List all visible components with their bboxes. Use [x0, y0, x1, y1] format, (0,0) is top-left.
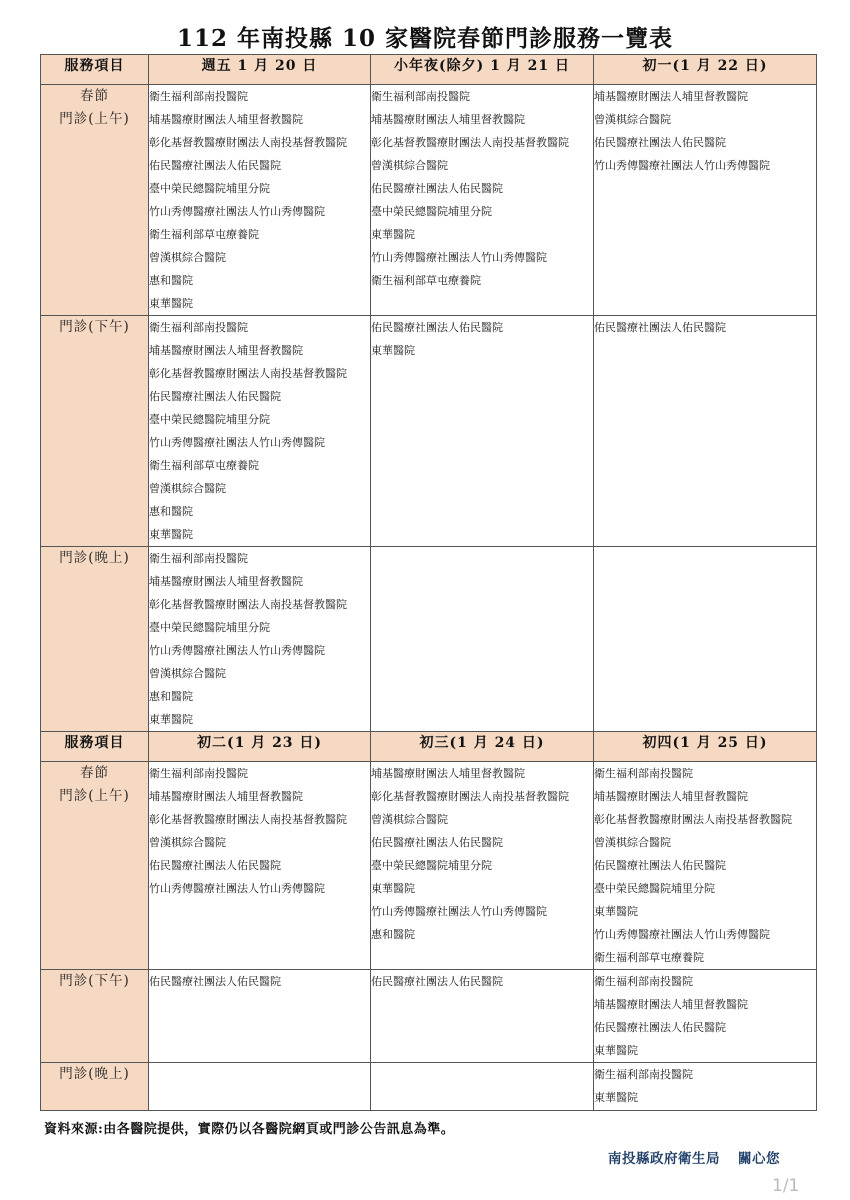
session-row — [41, 1063, 817, 1111]
header-service-label: 服務項目 — [41, 732, 149, 762]
hospital-list-cell — [371, 762, 594, 970]
hospital-item: 竹山秀傳醫療社團法人竹山秀傳醫院 — [149, 205, 325, 218]
hospital-item: 彰化基督教醫療財團法人南投基督教醫院 — [371, 136, 569, 149]
hospital-item: 曾漢棋綜合醫院 — [149, 251, 226, 264]
hospital-list-cell — [594, 1063, 817, 1111]
hospital-item: 臺中榮民總醫院埔里分院 — [371, 205, 492, 218]
hospital-list-cell — [149, 316, 371, 547]
hospital-item: 彰化基督教醫療財團法人南投基督教醫院 — [149, 813, 347, 826]
hospital-item: 曾漢棋綜合醫院 — [149, 482, 226, 495]
session-label — [41, 85, 149, 316]
hospital-item: 佑民醫療社團法人佑民醫院 — [149, 159, 281, 172]
hospital-list — [371, 970, 593, 993]
hospital-item: 衛生福利部草屯療養院 — [149, 459, 259, 472]
session-label — [41, 316, 149, 547]
session-label — [41, 547, 149, 732]
hospital-item: 佑民醫療社團法人佑民醫院 — [371, 836, 503, 849]
hospital-item: 衛生福利部南投醫院 — [149, 90, 248, 103]
hospital-list — [371, 316, 593, 362]
header-service-label: 服務項目 — [41, 55, 149, 85]
hospital-item: 埔基醫療財團法人埔里督教醫院 — [149, 575, 303, 588]
day-header: 初一(1 月 22 日) — [594, 55, 817, 85]
hospital-item: 惠和醫院 — [149, 274, 193, 287]
hospital-item: 東華醫院 — [371, 882, 415, 895]
session-row — [41, 762, 817, 970]
hospital-list-cell — [371, 316, 594, 547]
hospital-item: 衛生福利部南投醫院 — [149, 552, 248, 565]
hospital-list-cell — [594, 762, 817, 970]
hospital-item: 埔基醫療財團法人埔里督教醫院 — [149, 790, 303, 803]
day-header: 小年夜(除夕) 1 月 21 日 — [371, 55, 594, 85]
hospital-item: 衛生福利部南投醫院 — [149, 321, 248, 334]
hospital-item: 埔基醫療財團法人埔里督教醫院 — [594, 90, 748, 103]
issuer-name: 南投縣政府衛生局 — [608, 1151, 720, 1167]
hospital-item: 佑民醫療社團法人佑民醫院 — [371, 321, 503, 334]
hospital-list — [594, 85, 816, 177]
hospital-list-cell — [594, 316, 817, 547]
hospital-item: 臺中榮民總醫院埔里分院 — [149, 621, 270, 634]
clinic-schedule-table — [40, 54, 817, 1111]
session-label-line: 門診(晚上) — [59, 1066, 130, 1082]
hospital-item: 佑民醫療社團法人佑民醫院 — [149, 975, 281, 988]
hospital-list-cell — [149, 762, 371, 970]
hospital-item: 彰化基督教醫療財團法人南投基督教醫院 — [149, 598, 347, 611]
hospital-list — [149, 85, 370, 315]
hospital-item: 東華醫院 — [371, 344, 415, 357]
hospital-item: 竹山秀傳醫療社團法人竹山秀傳醫院 — [149, 436, 325, 449]
day-header: 初二(1 月 23 日) — [149, 732, 371, 762]
hospital-list-cell — [149, 547, 371, 732]
hospital-list-cell — [594, 970, 817, 1063]
hospital-item: 衛生福利部南投醫院 — [594, 767, 693, 780]
issuer-signature — [608, 1147, 780, 1167]
hospital-item: 惠和醫院 — [371, 928, 415, 941]
hospital-list — [371, 85, 593, 292]
hospital-item: 衛生福利部南投醫院 — [371, 90, 470, 103]
header-row — [41, 732, 817, 762]
hospital-list-cell — [371, 970, 594, 1063]
hospital-item: 東華醫院 — [371, 228, 415, 241]
hospital-item: 東華醫院 — [594, 1044, 638, 1057]
hospital-list — [149, 316, 370, 546]
hospital-item: 惠和醫院 — [149, 505, 193, 518]
hospital-item: 佑民醫療社團法人佑民醫院 — [149, 390, 281, 403]
hospital-item: 埔基醫療財團法人埔里督教醫院 — [594, 790, 748, 803]
hospital-item: 曾漢棋綜合醫院 — [594, 113, 671, 126]
hospital-item: 臺中榮民總醫院埔里分院 — [594, 882, 715, 895]
issuer-tagline: 關心您 — [738, 1151, 780, 1167]
hospital-item: 衛生福利部南投醫院 — [594, 1068, 693, 1081]
day-header: 初四(1 月 25 日) — [594, 732, 817, 762]
hospital-list-cell — [149, 85, 371, 316]
day-header: 初三(1 月 24 日) — [371, 732, 594, 762]
hospital-list — [149, 762, 370, 900]
hospital-item: 臺中榮民總醫院埔里分院 — [149, 182, 270, 195]
hospital-list-cell — [149, 1063, 371, 1111]
hospital-list-cell — [149, 970, 371, 1063]
session-row — [41, 547, 817, 732]
hospital-item: 竹山秀傳醫療社團法人竹山秀傳醫院 — [149, 644, 325, 657]
session-label-line: 春節 — [80, 765, 109, 781]
session-row — [41, 970, 817, 1063]
session-label-line: 門診(下午) — [59, 319, 130, 335]
hospital-item: 彰化基督教醫療財團法人南投基督教醫院 — [149, 367, 347, 380]
document-title: 112 年南投縣 10 家醫院春節門診服務一覽表 — [176, 25, 674, 52]
hospital-item: 彰化基督教醫療財團法人南投基督教醫院 — [371, 790, 569, 803]
session-label-line: 門診(上午) — [59, 111, 130, 127]
hospital-list — [594, 970, 816, 1062]
hospital-list — [149, 547, 370, 731]
hospital-item: 佑民醫療社團法人佑民醫院 — [594, 321, 726, 334]
hospital-item: 佑民醫療社團法人佑民醫院 — [371, 975, 503, 988]
hospital-item: 彰化基督教醫療財團法人南投基督教醫院 — [149, 136, 347, 149]
hospital-list-cell — [371, 85, 594, 316]
session-label-line: 春節 — [80, 88, 109, 104]
hospital-item: 竹山秀傳醫療社團法人竹山秀傳醫院 — [594, 159, 770, 172]
hospital-item: 彰化基督教醫療財團法人南投基督教醫院 — [594, 813, 792, 826]
session-label-line: 門診(晚上) — [59, 550, 130, 566]
hospital-item: 曾漢棋綜合醫院 — [149, 667, 226, 680]
hospital-item: 曾漢棋綜合醫院 — [149, 836, 226, 849]
hospital-list-cell — [371, 547, 594, 732]
hospital-item: 佑民醫療社團法人佑民醫院 — [371, 182, 503, 195]
session-label-line: 門診(下午) — [59, 973, 130, 989]
hospital-item: 東華醫院 — [149, 528, 193, 541]
session-row — [41, 85, 817, 316]
hospital-item: 衛生福利部南投醫院 — [594, 975, 693, 988]
hospital-item: 衛生福利部南投醫院 — [149, 767, 248, 780]
day-header: 週五 1 月 20 日 — [149, 55, 371, 85]
hospital-item: 曾漢棋綜合醫院 — [371, 813, 448, 826]
hospital-item: 埔基醫療財團法人埔里督教醫院 — [371, 113, 525, 126]
hospital-item: 埔基醫療財團法人埔里督教醫院 — [371, 767, 525, 780]
hospital-item: 東華醫院 — [594, 905, 638, 918]
hospital-item: 佑民醫療社團法人佑民醫院 — [594, 859, 726, 872]
hospital-item: 佑民醫療社團法人佑民醫院 — [594, 136, 726, 149]
session-label — [41, 762, 149, 970]
hospital-item: 惠和醫院 — [149, 690, 193, 703]
session-label — [41, 970, 149, 1063]
hospital-item: 衛生福利部草屯療養院 — [149, 228, 259, 241]
hospital-item: 東華醫院 — [149, 713, 193, 726]
hospital-list — [371, 762, 593, 946]
hospital-item: 佑民醫療社團法人佑民醫院 — [594, 1021, 726, 1034]
hospital-item: 竹山秀傳醫療社團法人竹山秀傳醫院 — [594, 928, 770, 941]
hospital-item: 埔基醫療財團法人埔里督教醫院 — [594, 998, 748, 1011]
header-row — [41, 55, 817, 85]
session-label-line: 門診(上午) — [59, 788, 130, 804]
hospital-item: 曾漢棋綜合醫院 — [594, 836, 671, 849]
hospital-item: 竹山秀傳醫療社團法人竹山秀傳醫院 — [371, 251, 547, 264]
hospital-list — [594, 1063, 816, 1109]
hospital-list — [594, 762, 816, 969]
hospital-item: 衛生福利部草屯療養院 — [594, 951, 704, 964]
hospital-item: 埔基醫療財團法人埔里督教醫院 — [149, 344, 303, 357]
session-label — [41, 1063, 149, 1111]
page-indicator: 1/1 — [772, 1176, 800, 1196]
hospital-item: 臺中榮民總醫院埔里分院 — [371, 859, 492, 872]
hospital-item: 埔基醫療財團法人埔里督教醫院 — [149, 113, 303, 126]
hospital-list-cell — [371, 1063, 594, 1111]
hospital-item: 曾漢棋綜合醫院 — [371, 159, 448, 172]
hospital-item: 竹山秀傳醫療社團法人竹山秀傳醫院 — [149, 882, 325, 895]
hospital-item: 竹山秀傳醫療社團法人竹山秀傳醫院 — [371, 905, 547, 918]
schedule-body — [41, 55, 817, 1111]
hospital-item: 衛生福利部草屯療養院 — [371, 274, 481, 287]
hospital-list-cell — [594, 85, 817, 316]
hospital-item: 東華醫院 — [149, 297, 193, 310]
hospital-item: 東華醫院 — [594, 1091, 638, 1104]
hospital-list — [149, 970, 370, 993]
hospital-item: 佑民醫療社團法人佑民醫院 — [149, 859, 281, 872]
hospital-item: 臺中榮民總醫院埔里分院 — [149, 413, 270, 426]
hospital-list — [594, 316, 816, 339]
source-note: 資料來源:由各醫院提供，實際仍以各醫院網頁或門診公告訊息為準。 — [44, 1122, 455, 1137]
hospital-list-cell — [594, 547, 817, 732]
session-row — [41, 316, 817, 547]
